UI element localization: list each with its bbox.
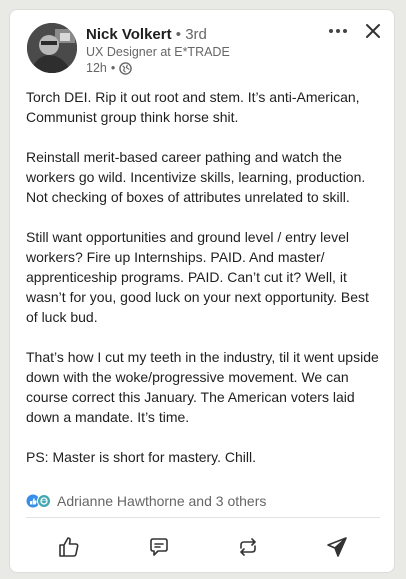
- more-options-icon: [326, 23, 350, 39]
- like-icon: [57, 535, 81, 559]
- post-paragraph: PS: Master is short for mastery. Chill.: [26, 449, 257, 465]
- send-icon: [325, 535, 349, 559]
- support-reaction-icon: [37, 494, 51, 508]
- post-paragraph: Reinstall merit-based career pathing and watch the workers go wild. Incentivize skills, learning, production. Not checking of boxes of attributes unrelated to skill.: [26, 149, 366, 205]
- close-button[interactable]: [362, 20, 384, 42]
- author-name-row: [86, 26, 207, 43]
- comment-icon: [147, 535, 171, 559]
- reactions-text[interactable]: Adrianne Hawthorne and 3 others: [57, 493, 267, 509]
- repost-icon: [236, 535, 260, 559]
- post-paragraph: Still want opportunities and ground level / entry level workers? Fire up Internships. PAID. And master/ apprenticeship programs. PAID. Can’t cut it? Well, it wasn’t for you, good luck on your next opportunity. Best of luck bud.: [26, 229, 369, 325]
- post-time: 12h: [86, 61, 107, 75]
- send-button[interactable]: [320, 530, 354, 564]
- post-paragraph: That’s how I cut my teeth in the industry, til it went upside down with the woke/progressive movement. We can course correct this January. The American voters laid down a mandate. It’s time.: [26, 349, 379, 425]
- author-headline: UX Designer at E*TRADE: [86, 45, 230, 59]
- connection-degree: • 3rd: [175, 26, 207, 43]
- meta-separator: •: [110, 61, 116, 75]
- post-paragraph: Torch DEI. Rip it out root and stem. It’s anti-American, Communist group think horse shit.: [26, 89, 360, 125]
- author-name[interactable]: Nick Volkert: [86, 26, 172, 43]
- repost-button[interactable]: [231, 530, 265, 564]
- actions-divider: [26, 517, 380, 518]
- post-card: [9, 9, 395, 573]
- post-body: [26, 87, 382, 487]
- reaction-icons: [26, 494, 51, 508]
- globe-icon: [119, 62, 132, 75]
- post-actions-bar: [10, 530, 394, 564]
- avatar-photo: [27, 23, 77, 73]
- more-options-button[interactable]: [326, 23, 350, 39]
- post-meta: [86, 61, 132, 75]
- like-button[interactable]: [52, 530, 86, 564]
- reactions-summary[interactable]: [26, 493, 266, 509]
- comment-button[interactable]: [142, 530, 176, 564]
- author-avatar[interactable]: [27, 23, 77, 73]
- close-icon: [362, 20, 384, 42]
